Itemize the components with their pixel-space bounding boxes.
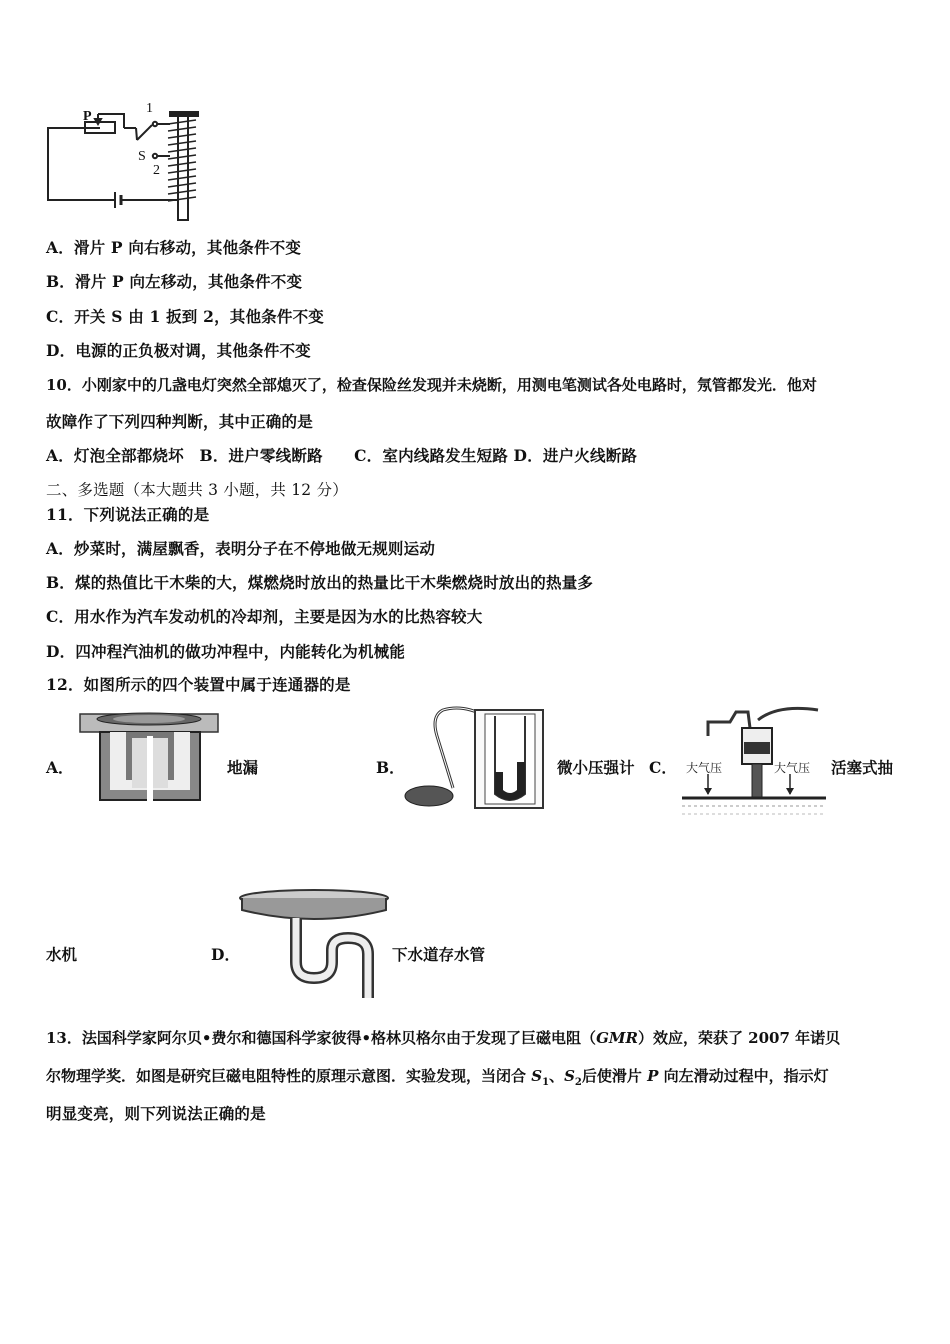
q13-line3: 明显变亮，则下列说法正确的是 <box>46 1104 266 1123</box>
q13-gmr: GMR <box>596 1029 638 1047</box>
q12-d-text: 下水道存水管 <box>392 945 486 964</box>
circuit-diagram <box>40 98 210 228</box>
q12-c-text-continued: 水机 <box>46 945 78 964</box>
label-p: P <box>83 109 92 124</box>
pump-label-left: 大气压 <box>686 761 723 775</box>
drain-trap-figure <box>236 888 392 1004</box>
q10-stem-line2: 故障作了下列四种判断，其中正确的是 <box>46 412 313 431</box>
q9-option-c: C．开关 S 由 1 扳到 2，其他条件不变 <box>46 307 324 326</box>
q13-line2-b: 后使滑片 <box>581 1067 648 1085</box>
floor-drain-figure <box>78 706 223 804</box>
q13-line1-b: ）效应，荣获了 2007 年诺贝 <box>637 1029 841 1047</box>
label-2: 2 <box>153 163 160 178</box>
q10-options: A．灯泡全部都烧坏 B．进户零线断路 C．室内线路发生短路 D．进户火线断路 <box>46 446 638 465</box>
q13-line2-c: 向左滑动过程中，指示灯 <box>658 1067 829 1085</box>
q11-stem: 11．下列说法正确的是 <box>46 505 210 524</box>
q9-option-d: D．电源的正负极对调，其他条件不变 <box>46 341 311 360</box>
q9-option-a: A．滑片 P 向右移动，其他条件不变 <box>46 238 302 257</box>
q11-option-b: B．煤的热值比干木柴的大，煤燃烧时放出的热量比干木柴燃烧时放出的热量多 <box>46 573 594 592</box>
q13-s1: S <box>531 1067 543 1085</box>
q9-option-b: B．滑片 P 向左移动，其他条件不变 <box>46 272 303 291</box>
q10-stem-line1: 10．小刚家中的几盏电灯突然全部熄灭了，检查保险丝发现并未烧断，用测电笔测试各处电路时，氖管都发光．他对 <box>46 376 817 394</box>
label-1: 1 <box>146 101 153 116</box>
q12-b-letter: B． <box>376 758 405 777</box>
q13-line1 <box>46 1027 840 1048</box>
q13-line2-a: 尔物理学奖．如图是研究巨磁电阻特性的原理示意图．实验发现，当闭合 <box>46 1067 532 1085</box>
q12-c-text: 活塞式抽 <box>831 758 894 777</box>
q13-line2 <box>46 1065 829 1088</box>
q12-d-letter: D． <box>211 945 240 964</box>
q12-stem: 12．如图所示的四个装置中属于连通器的是 <box>46 675 351 694</box>
q13-p: P <box>647 1067 659 1085</box>
q11-option-a: A．炒菜时，满屋飘香，表明分子在不停地做无规则运动 <box>46 539 436 558</box>
q12-b-text: 微小压强计 <box>557 758 635 777</box>
q13-s2: S <box>564 1067 575 1085</box>
q13-line1-a: 13．法国科学家阿尔贝•费尔和德国科学家彼得•格林贝格尔由于发现了巨磁电阻（ <box>46 1029 597 1047</box>
section-heading: 二、多选题（本大题共 3 小题，共 12 分） <box>46 481 348 499</box>
q13-s2-sub: 2 <box>574 1077 582 1088</box>
q11-option-d: D．四冲程汽油机的做功冲程中，内能转化为机械能 <box>46 642 406 661</box>
pump-label-right: 大气压 <box>774 761 811 775</box>
q13-sep: 、 <box>549 1067 565 1085</box>
label-s: S <box>138 149 146 164</box>
q11-option-c: C．用水作为汽车发动机的冷却剂，主要是因为水的比热容较大 <box>46 607 483 626</box>
pressure-gauge-figure <box>403 702 551 810</box>
q13-s1-sub: 1 <box>542 1077 550 1088</box>
q12-c-letter: C． <box>649 758 677 777</box>
q12-a-text: 地漏 <box>227 758 259 777</box>
piston-pump-figure <box>678 702 830 818</box>
q12-a-letter: A． <box>46 758 74 777</box>
